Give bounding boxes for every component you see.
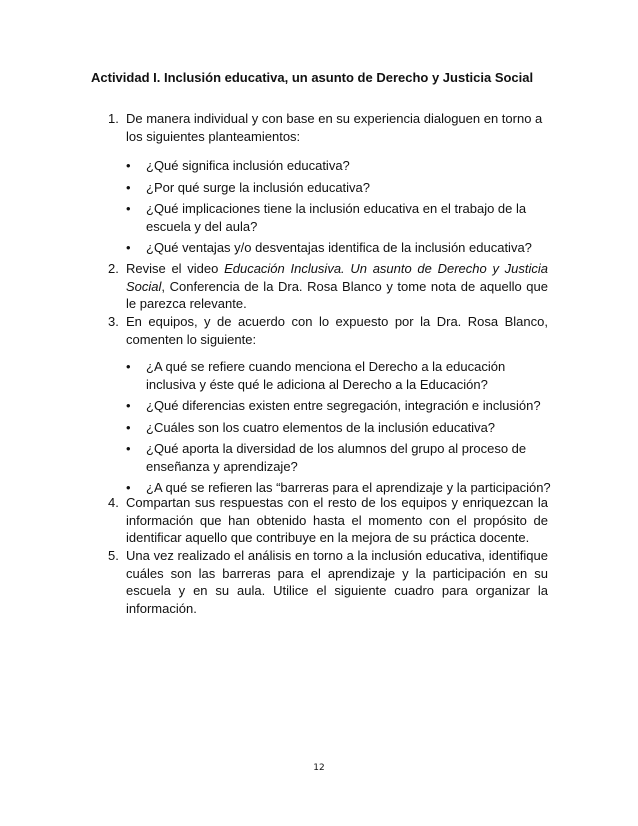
item-text-end: , Conferencia de la Dra. Rosa Blanco y tome nota de aquello que le parezca relevante. xyxy=(126,278,548,311)
bullet-icon: • xyxy=(126,359,131,374)
bullet-icon: • xyxy=(126,480,131,495)
list-item xyxy=(126,440,552,475)
bullet-text: ¿Cuáles son los cuatro elementos de la inclusión educativa? xyxy=(146,419,496,435)
item-text: De manera individual y con base en su experiencia dialoguen en torno a los siguientes planteamientos: xyxy=(126,111,543,144)
item-text: Compartan sus respuestas con el resto de los equipos y enriquezcan la información que han obtenido hasta el momento con el propósito de identificar aquello que contribuye en la mejora de su práctica docente. xyxy=(126,495,548,545)
bullet-text: ¿Qué significa inclusión educativa? xyxy=(146,158,350,173)
bullet-text: ¿A qué se refiere cuando menciona el Derecho a la educación inclusiva y éste qué le adiciona al Derecho a la Educación? xyxy=(146,359,506,392)
bullet-icon: • xyxy=(126,179,131,195)
bullet-text: ¿Qué aporta la diversidad de los alumnos del grupo al proceso de enseñanza y aprendizaje? xyxy=(146,441,527,474)
item-text: Una vez realizado el análisis en torno a la inclusión educativa, identifique cuáles son las barreras para el aprendizaje y la participación en su escuela y en su aula. Utilice el siguiente cuadro para organizar la información. xyxy=(126,548,548,616)
item-number: 4. xyxy=(108,495,119,510)
activity-title: Actividad I. Inclusión educativa, un asunto de Derecho y Justicia Social xyxy=(91,70,534,85)
item-text-start: Revise el video xyxy=(126,261,225,276)
list-item-5 xyxy=(108,547,548,617)
list-item-2 xyxy=(108,260,548,313)
bullet-text: ¿A qué se refieren las “barreras para el aprendizaje y la participación? xyxy=(146,480,551,495)
list-item xyxy=(126,157,552,175)
bullet-icon: • xyxy=(126,201,131,216)
list-item xyxy=(126,239,552,257)
bullet-text: ¿Qué implicaciones tiene la inclusión educativa en el trabajo de la escuela y del aula? xyxy=(146,201,527,234)
item-number: 1. xyxy=(108,111,119,126)
list-item-1 xyxy=(108,110,548,145)
bullet-list-1 xyxy=(126,157,552,261)
list-item-4 xyxy=(108,494,548,547)
item-text xyxy=(126,260,548,313)
bullet-text: ¿Qué ventajas y/o desventajas identifica de la inclusión educativa? xyxy=(146,240,532,255)
bullet-list-2 xyxy=(126,358,552,501)
bullet-icon: • xyxy=(126,158,131,173)
bullet-text: ¿Por qué surge la inclusión educativa? xyxy=(146,179,371,195)
item-text: En equipos, y de acuerdo con lo expuesto por la Dra. Rosa Blanco, comenten lo siguiente: xyxy=(126,314,548,347)
list-item xyxy=(126,419,552,437)
bullet-icon: • xyxy=(126,240,131,255)
list-item-3 xyxy=(108,313,548,348)
bullet-icon: • xyxy=(126,441,131,456)
bullet-icon: • xyxy=(126,419,131,435)
item-number: 3. xyxy=(108,314,119,329)
list-item xyxy=(126,358,552,393)
list-item xyxy=(126,200,552,235)
item-number: 2. xyxy=(108,261,119,276)
list-item xyxy=(126,397,552,415)
bullet-icon: • xyxy=(126,398,131,413)
list-item xyxy=(126,179,552,197)
item-number: 5. xyxy=(108,548,119,563)
video-title: Educación Inclusiva. Un asunto de Derecho y Justicia Social xyxy=(126,261,548,294)
page-number: 12 xyxy=(313,763,325,773)
bullet-text: ¿Qué diferencias existen entre segregación, integración e inclusión? xyxy=(146,398,541,413)
